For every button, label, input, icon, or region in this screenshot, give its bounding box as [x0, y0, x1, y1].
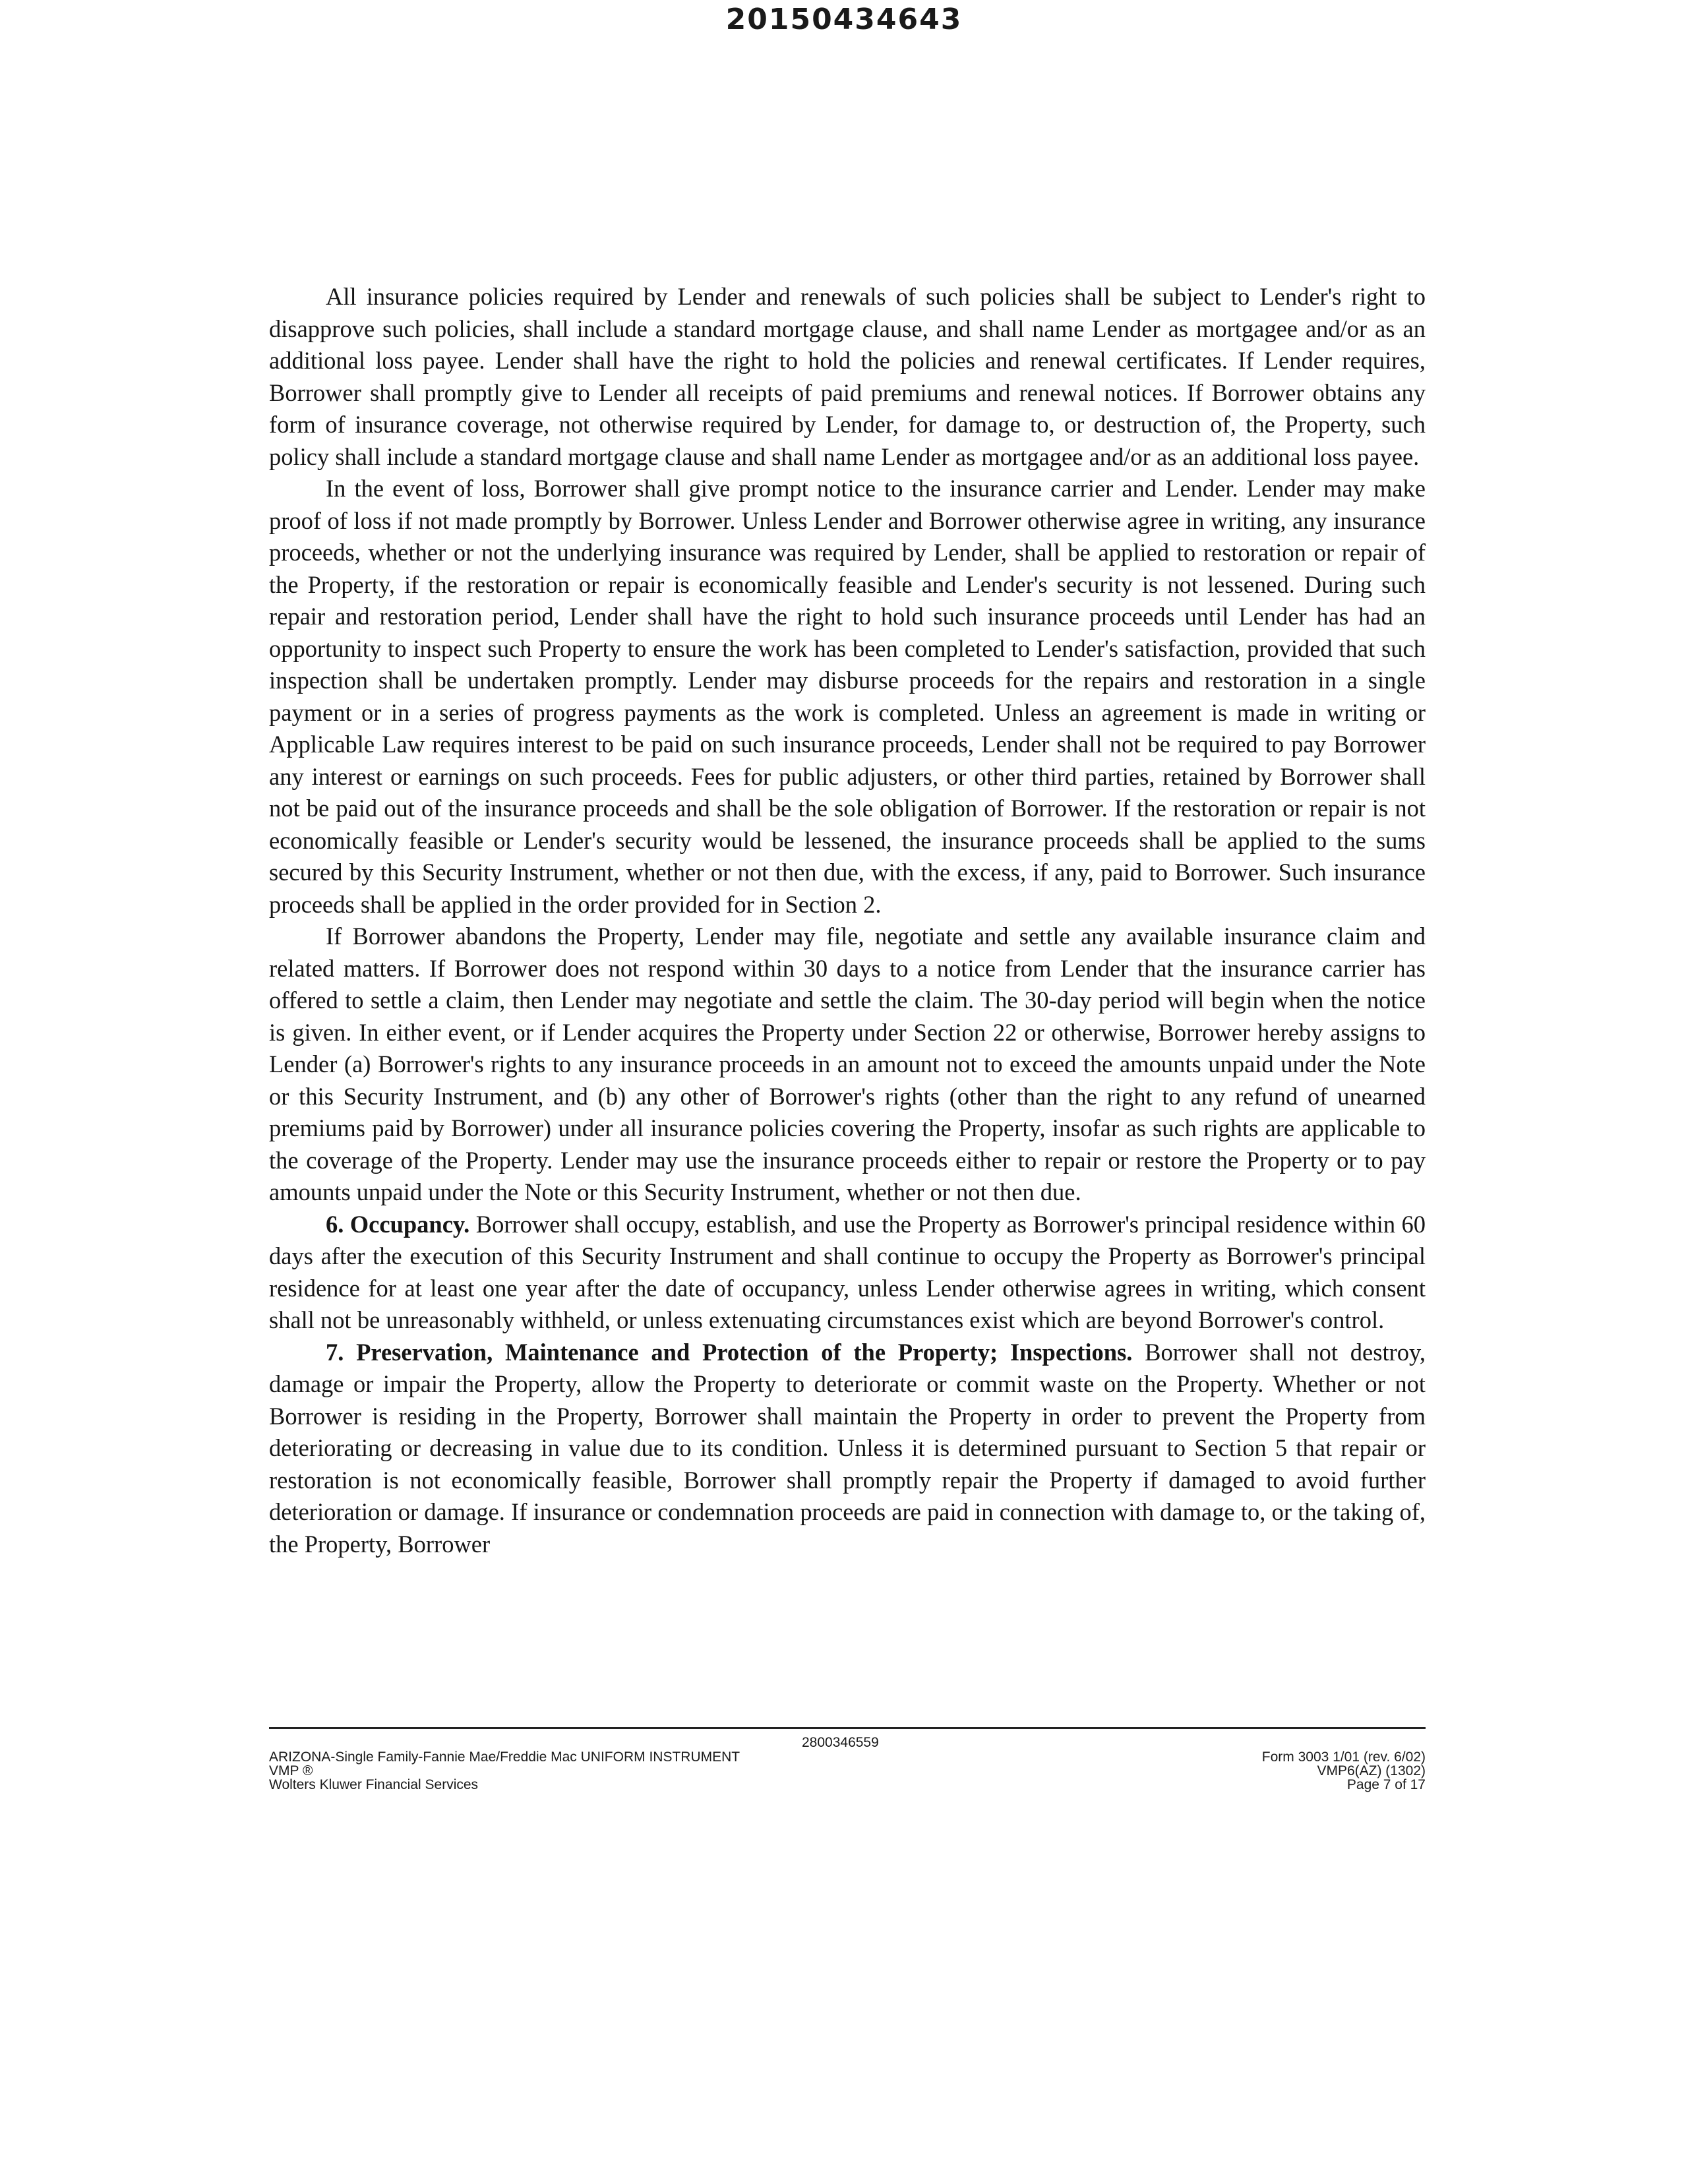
paragraph-event-of-loss: In the event of loss, Borrower shall give prompt notice to the insurance carrier and Lender. Lender may make proof of loss if not made promptly by Borrower. Unless Lender and Borrower otherwise agree in writing, any insurance proceeds, whether or not the underlying insurance was required by Lender, shall be applied to restoration or repair of the Property, if the restoration or repair is economically feasible and Lender's security is not lessened. During such repair and restoration period, Lender shall have the right to hold such insurance proceeds until Lender has had an opportunity to inspect such Property to ensure the work has been completed to Lender's satisfaction, provided that such inspection shall be undertaken promptly. Lender may disburse proceeds for the repairs and restoration in a single payment or in a series of progress payments as the work is completed. Unless an agreement is made in writing or Applicable Law requires interest to be paid on such insurance proceeds, Lender shall not be required to pay Borrower any interest or earnings on such proceeds. Fees for public adjusters, or other third parties, retained by Borrower shall not be paid out of the insurance proceeds and shall be the sole obligation of Borrower. If the restoration or repair is not economically feasible or Lender's security would be lessened, the insurance proceeds shall be applied to the sums secured by this Security Instrument, whether or not then due, with the excess, if any, paid to Borrower. Such insurance proceeds shall be applied in the order provided for in Section 2.: [269, 475, 1426, 918]
section-occupancy-heading: 6. Occupancy.: [326, 1210, 470, 1238]
footer-vmp-mark: VMP ®: [269, 1763, 313, 1778]
section-preservation: [269, 1337, 1426, 1561]
paragraph-insurance-policies: All insurance policies required by Lender and renewals of such policies shall be subject to Lender's right to disapprove such policies, shall include a standard mortgage clause, and shall name Lender as mortgagee and/or as an additional loss payee. Lender shall have the right to hold the policies and renewal certificates. If Lender requires, Borrower shall promptly give to Lender all receipts of paid premiums and renewal notices. If Borrower obtains any form of insurance coverage, not otherwise required by Lender, for damage to, or destruction of, the Property, such policy shall include a standard mortgage clause and shall name Lender as mortgagee and/or as an additional loss payee.: [269, 283, 1426, 470]
page-footer: [269, 1734, 1426, 1807]
loan-number: 2800346559: [802, 1735, 879, 1750]
footer-form-number: Form 3003 1/01 (rev. 6/02): [1261, 1749, 1426, 1765]
section-occupancy: [269, 1209, 1426, 1337]
footer-form-codes: [1262, 1750, 1426, 1792]
footer-vmp-code: VMP6(AZ) (1302): [1317, 1763, 1426, 1778]
section-preservation-text: Borrower shall not destroy, damage or impair the Property, allow the Property to deteriorate or commit waste on the Property. Whether or not Borrower is residing in the Property, Borrower shall maintain the Property in order to prevent the Property from deteriorating or decreasing in value due to its condition. Unless it is determined pursuant to Section 5 that repair or restoration is not economically feasible, Borrower shall promptly repair the Property if damaged to avoid further deterioration or damage. If insurance or condemnation proceeds are paid in connection with damage to, or the taking of, the Property, Borrower: [269, 1338, 1426, 1558]
section-preservation-heading: 7. Preservation, Maintenance and Protection of the Property; Inspections.: [326, 1338, 1133, 1366]
footer-divider: [269, 1727, 1426, 1729]
document-number: 20150434643: [725, 3, 963, 36]
paragraph-abandonment: If Borrower abandons the Property, Lender may file, negotiate and settle any available insurance claim and related matters. If Borrower does not respond within 30 days to a notice from Lender that the insurance carrier has offered to settle a claim, then Lender may negotiate and settle the claim. The 30-day period will begin when the notice is given. In either event, or if Lender acquires the Property under Section 22 or otherwise, Borrower hereby assigns to Lender (a) Borrower's rights to any insurance proceeds in an amount not to exceed the amounts unpaid under the Note or this Security Instrument, and (b) any other of Borrower's rights (other than the right to any refund of unearned premiums paid by Borrower) under all insurance policies covering the Property, insofar as such rights are applicable to the coverage of the Property. Lender may use the insurance proceeds either to repair or restore the Property or to pay amounts unpaid under the Note or this Security Instrument, whether or not then due.: [269, 923, 1426, 1205]
section-occupancy-text: Borrower shall occupy, establish, and use the Property as Borrower's principal residence within 60 days after the execution of this Security Instrument and shall continue to occupy the Property as Borrower's principal residence for at least one year after the date of occupancy, unless Lender otherwise agrees in writing, which consent shall not be unreasonably withheld, or unless extenuating circumstances exist which are beyond Borrower's control.: [269, 1210, 1426, 1333]
document-body: [269, 281, 1426, 1560]
footer-form-info: [269, 1750, 740, 1792]
footer-instrument-title: ARIZONA-Single Family-Fannie Mae/Freddie Mac UNIFORM INSTRUMENT: [269, 1749, 740, 1765]
footer-publisher: Wolters Kluwer Financial Services: [269, 1777, 479, 1792]
footer-page-number: Page 7 of 17: [1346, 1777, 1426, 1792]
